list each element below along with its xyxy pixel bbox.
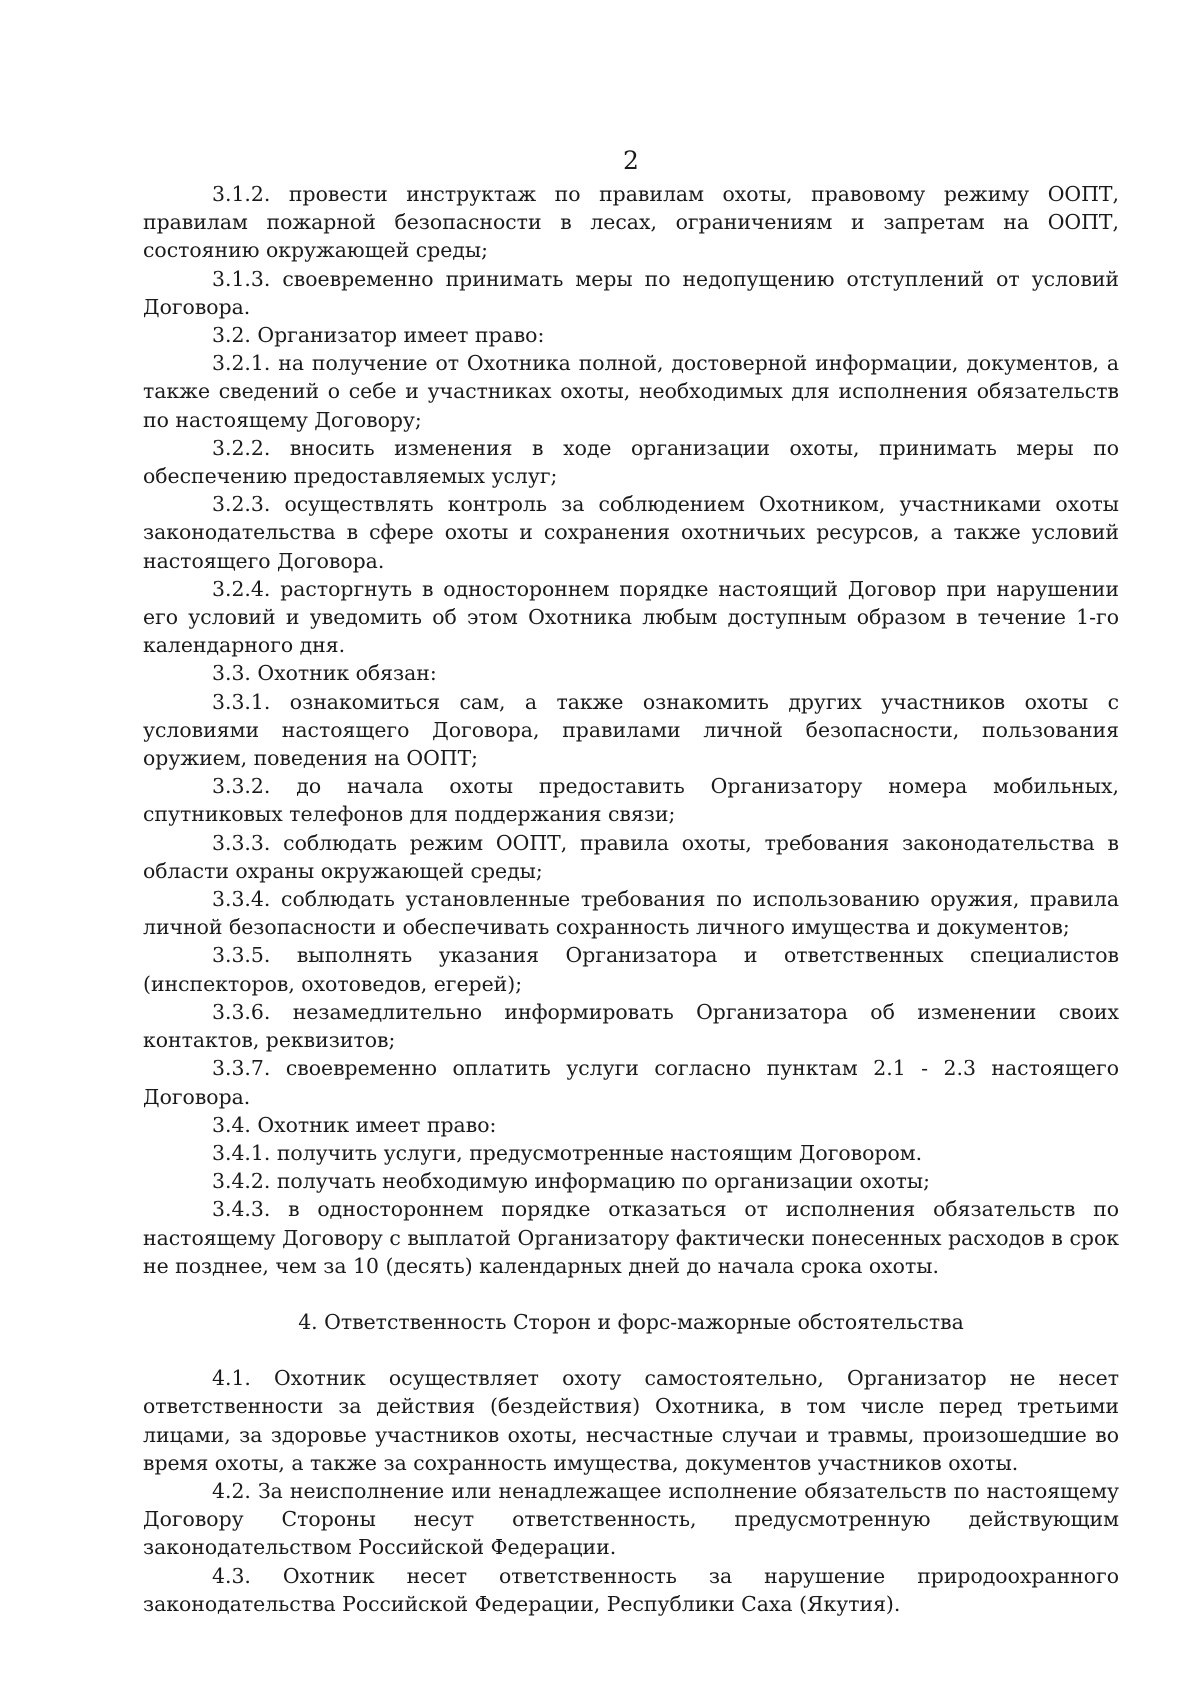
paragraph-3-2-2: 3.2.2. вносить изменения в ходе организации охоты, принимать меры по обеспечению предоставляемых услуг; (143, 435, 1119, 489)
paragraph-4-2: 4.2. За неисполнение или ненадлежащее исполнение обязательств по настоящему Договору Стороны несут ответственность, предусмотренную действующим законодательством Российской Федерации. (143, 1478, 1119, 1560)
paragraph-4-1: 4.1. Охотник осуществляет охоту самостоятельно, Организатор не несет ответственности за действия (бездействия) Охотника, в том числе перед третьими лицами, за здоровье участников охоты, несчастные случаи и травмы, произошедшие во время охоты, а также за сохранность имущества, документов участников охоты. (143, 1366, 1119, 1475)
paragraph-4-3: 4.3. Охотник несет ответственность за нарушение природоохранного законодательства Российской Федерации, Республики Саха (Якутия). (143, 1563, 1119, 1616)
paragraph-3-3-1: 3.3.1. ознакомиться сам, а также ознакомить других участников охоты с условиями настоящего Договора, правилами личной безопасности, пользования оружием, поведения на ООПТ; (143, 689, 1119, 771)
paragraph-3-4: 3.4. Охотник имеет право: (212, 1112, 497, 1137)
paragraph-3-3-7: 3.3.7. своевременно оплатить услуги согласно пунктам 2.1 - 2.3 настоящего Договора. (143, 1056, 1119, 1109)
document-body (143, 180, 1119, 1618)
paragraph-3-4-2: 3.4.2. получать необходимую информацию по организации охоты; (212, 1169, 930, 1194)
paragraph-3-1-3: 3.1.3. своевременно принимать меры по недопущению отступлений от условий Договора. (143, 266, 1119, 319)
paragraph-3-4-1: 3.4.1. получить услуги, предусмотренные настоящим Договором. (212, 1140, 923, 1165)
paragraph-3-3-6: 3.3.6. незамедлительно информировать Организатора об изменении своих контактов, реквизитов; (143, 999, 1119, 1053)
section-heading-4: 4. Ответственность Сторон и форс-мажорные обстоятельства (298, 1309, 964, 1334)
paragraph-3-3-5: 3.3.5. выполнять указания Организатора и ответственных специалистов (инспекторов, охотоведов, егерей); (143, 943, 1119, 996)
page-number: 2 (623, 146, 639, 175)
paragraph-3-1-2: 3.1.2. провести инструктаж по правилам охоты, правовому режиму ООПТ, правилам пожарной безопасности в лесах, ограничениям и запретам на ООПТ, состоянию окружающей среды; (143, 182, 1119, 263)
paragraph-3-3: 3.3. Охотник обязан: (212, 661, 437, 686)
paragraph-3-2: 3.2. Организатор имеет право: (212, 323, 545, 348)
paragraph-3-4-3: 3.4.3. в одностороннем порядке отказаться от исполнения обязательств по настоящему Договору с выплатой Организатору фактически понесенных расходов в срок не позднее, чем за 10 (десять) календарных дней до начала срока охоты. (143, 1197, 1119, 1278)
paragraph-3-2-1: 3.2.1. на получение от Охотника полной, достоверной информации, документов, а также сведений о себе и участниках охоты, необходимых для исполнения обязательств по настоящему Договору; (143, 351, 1119, 432)
paragraph-3-2-4: 3.2.4. расторгнуть в одностороннем порядке настоящий Договор при нарушении его условий и уведомить об этом Охотника любым доступным образом в течение 1-го календарного дня. (143, 576, 1119, 658)
paragraph-3-3-3: 3.3.3. соблюдать режим ООПТ, правила охоты, требования законодательства в области охраны окружающей среды; (143, 830, 1119, 883)
paragraph-3-3-4: 3.3.4. соблюдать установленные требования по использованию оружия, правила личной безопасности и обеспечивать сохранность личного имущества и документов; (143, 887, 1119, 940)
paragraph-3-3-2: 3.3.2. до начала охоты предоставить Организатору номера мобильных, спутниковых телефонов для поддержания связи; (143, 774, 1119, 827)
paragraph-3-2-3: 3.2.3. осуществлять контроль за соблюдением Охотником, участниками охоты законодательства в сфере охоты и сохранения охотничьих ресурсов, а также условий настоящего Договора. (143, 492, 1119, 573)
